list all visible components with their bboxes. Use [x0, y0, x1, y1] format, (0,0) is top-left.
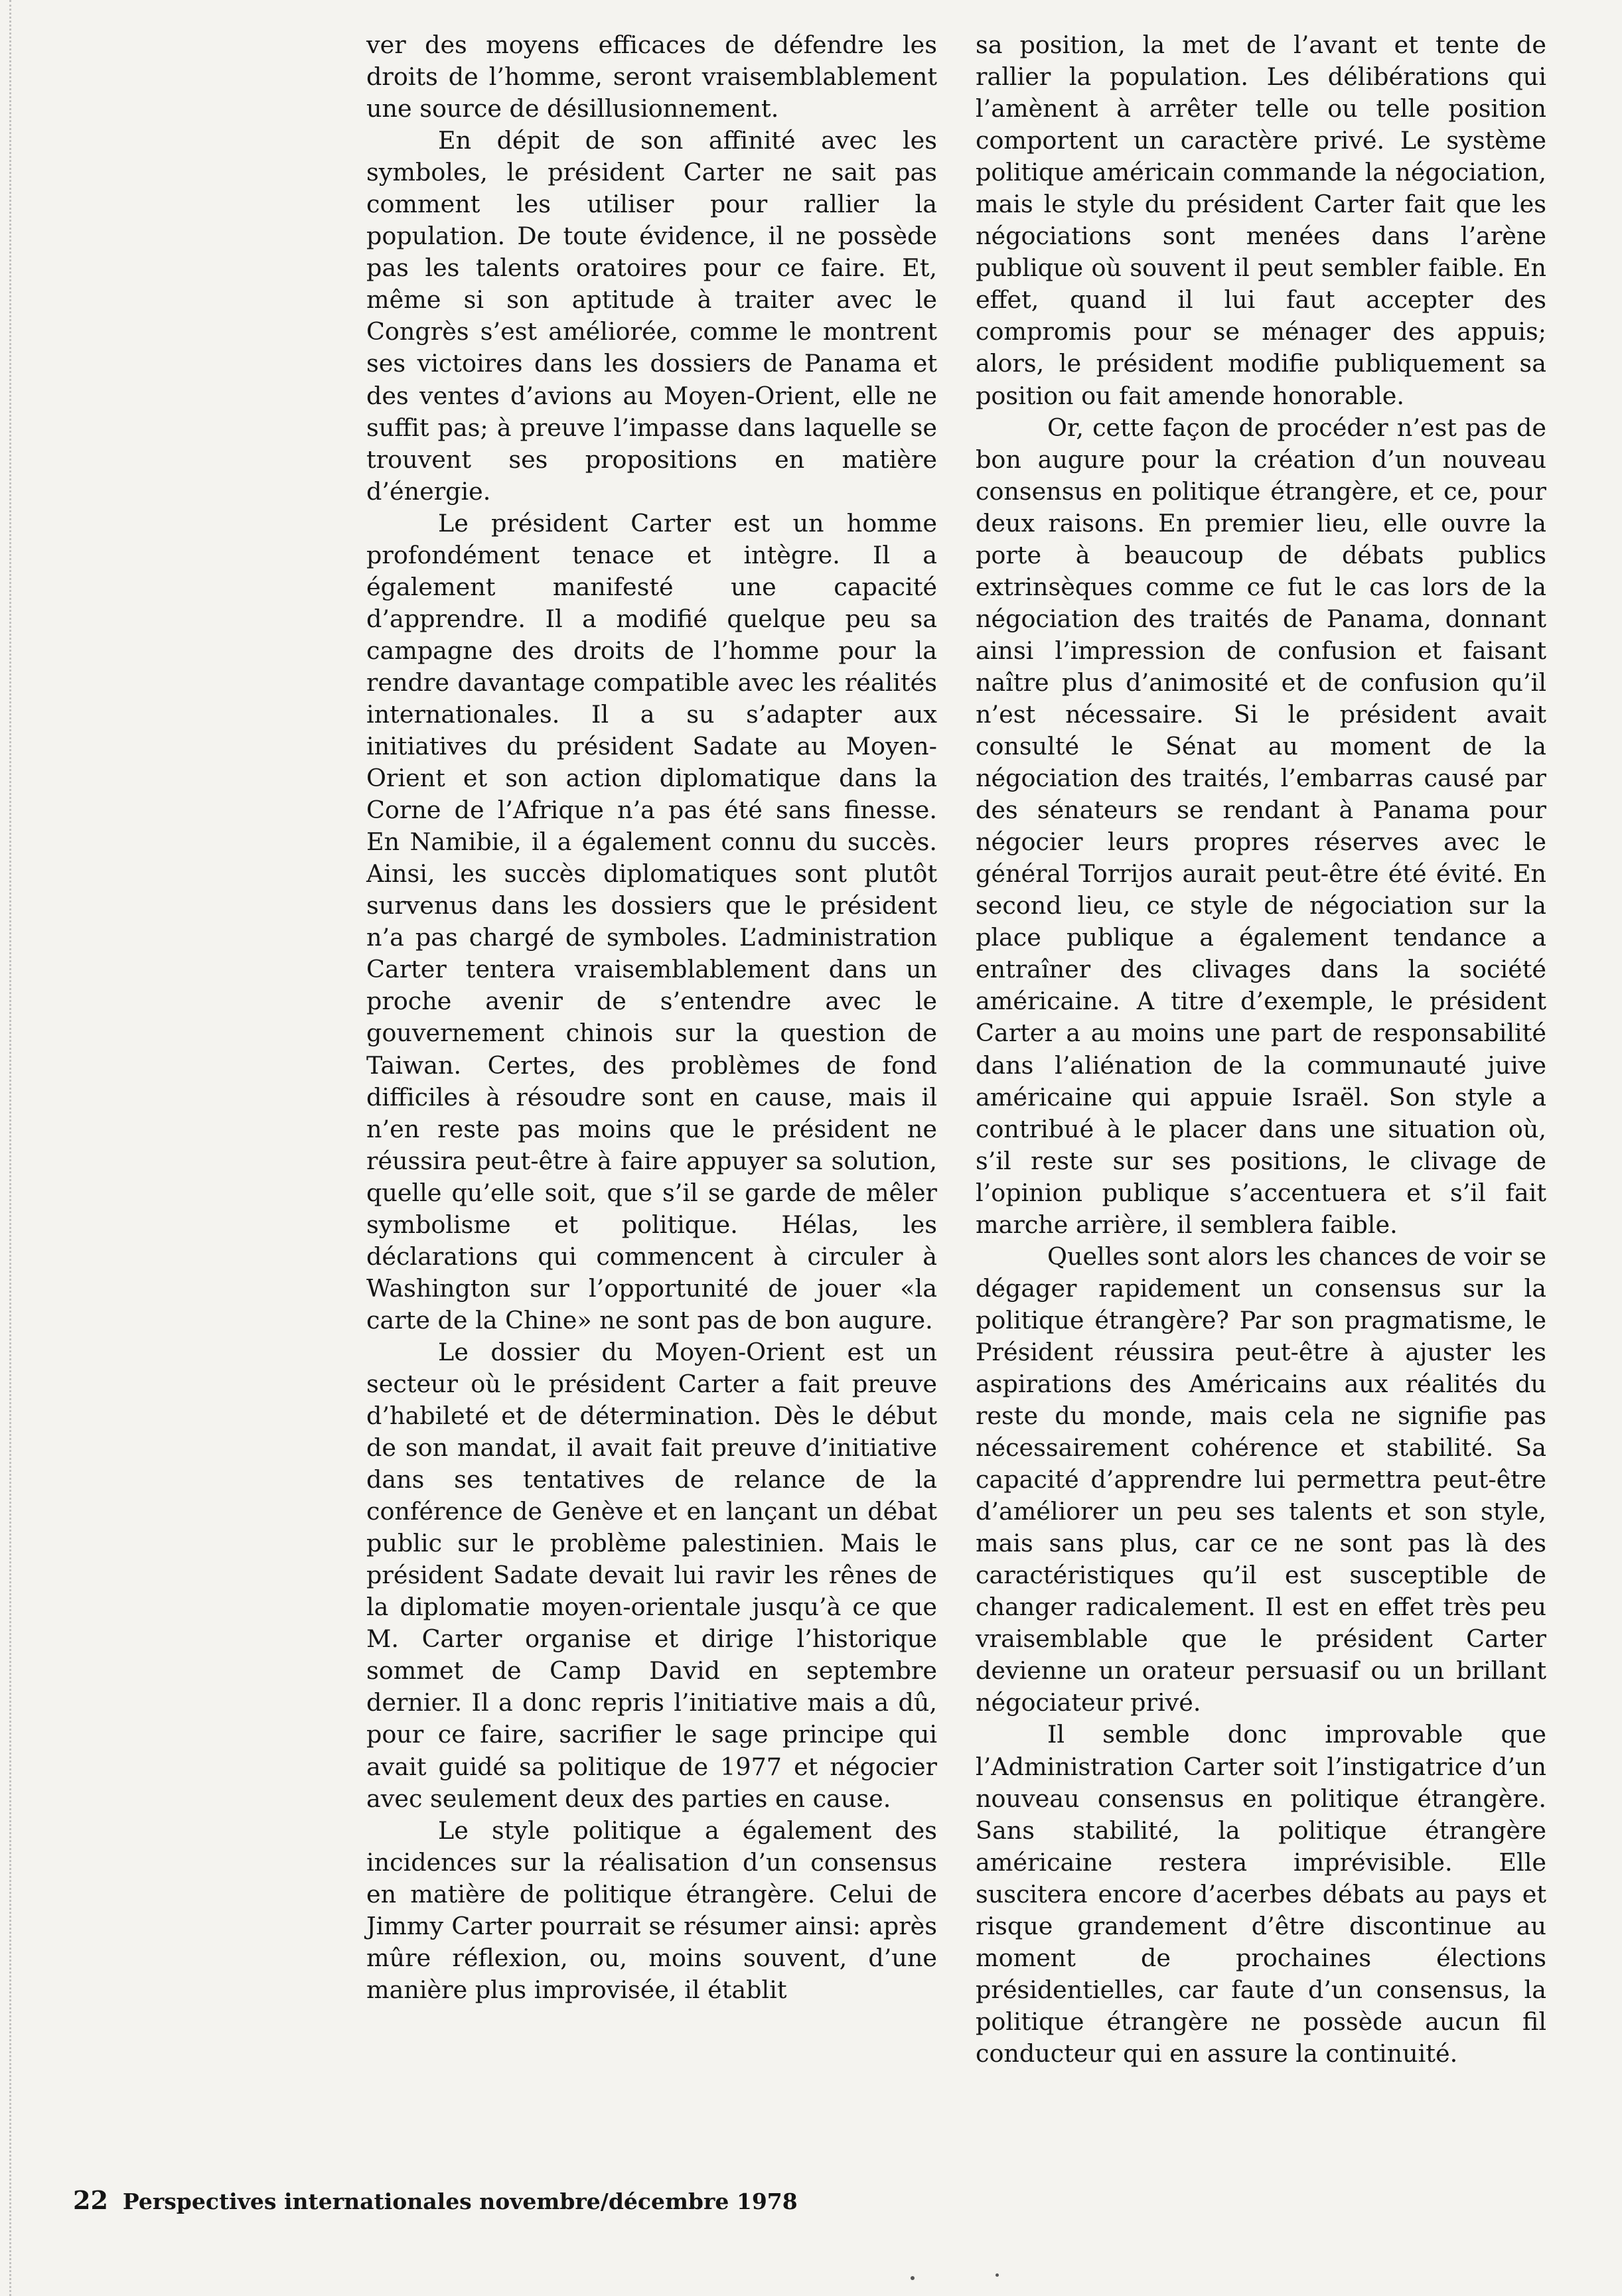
paragraph: Il semble donc improvable que l’Administration Carter soit l’instigatrice d’un nouveau consensus en politique étrangère. Sans stabilité, la politique étrangère américaine restera imprévisible. Elle suscitera encore d’acerbes débats au pays et risque grandement d’être discontinue au moment de prochaines élections présidentielles, car faute d’un consensus, la politique étrangère ne possède aucun fil conducteur qui en assure la continuité.: [976, 1720, 1546, 2068]
paragraph: Le style politique a également des incidences sur la réalisation d’un consensus en matière de politique étrangère. Celui de Jimmy Carter pourrait se résumer ainsi: après mûre réflexion, ou, moins souvent, d’une manière plus improvisée, il établit: [366, 1816, 937, 2004]
paragraph: Or, cette façon de procéder n’est pas de bon augure pour la création d’un nouveau consensus en politique étrangère, et ce, pour deux raisons. En premier lieu, elle ouvre la porte à beaucoup de débats publics extrinsèques comme ce fut le cas lors de la négociation des traités de Panama, donnant ainsi l’impression de confusion et faisant naître plus d’animosité et de confusion qu’il n’est nécessaire. Si le président avait consulté le Sénat au moment de la négociation des traités, l’embarras causé par des sénateurs se rendant à Panama pour négocier leurs propres réserves avec le général Torrijos aurait peut-être été évité. En second lieu, ce style de négociation sur la place publique a également tendance a entraîner des clivages dans la société américaine. A titre d’exemple, le président Carter a au moins une part de responsabilité dans l’aliénation de la communauté juive américaine qui appuie Israël. Son style a contribué à le placer dans une situation où, s’il reste sur ses positions, le clivage de l’opinion publique s’accentuera et s’il fait marche arrière, il semblera faible.: [976, 413, 1546, 1239]
paragraph: Le président Carter est un homme profondément tenace et intègre. Il a également manifesté une capacité d’apprendre. Il a modifié quelque peu sa campagne des droits de l’homme pour la rendre davantage compatible avec les réalités internationales. Il a su s’adapter aux initiatives du président Sadate au Moyen-Orient et son action diplomatique dans la Corne de l’Afrique n’a pas été sans finesse. En Namibie, il a également connu du succès. Ainsi, les succès diplomatiques sont plutôt survenus dans les dossiers que le président n’a pas chargé de symboles. L’administration Carter tentera vraisemblablement dans un proche avenir de s’entendre avec le gouvernement chinois sur la question de Taiwan. Certes, des problèmes de fond difficiles à résoudre sont en cause, mais il n’en reste pas moins que le président ne réussira peut-être à faire appuyer sa solution, quelle qu’elle soit, que s’il se garde de mêler symbolisme et politique. Hélas, les déclarations qui commencent à circuler à Washington sur l’opportunité de jouer «la carte de la Chine» ne sont pas de bon augure.: [366, 508, 937, 1334]
page-number: 22: [73, 2185, 108, 2215]
paragraph: En dépit de son affinité avec les symboles, le président Carter ne sait pas comment les utiliser pour rallier la population. De toute évidence, il ne possède pas les talents oratoires pour ce faire. Et, même si son aptitude à traiter avec le Congrès s’est améliorée, comme le montrent ses victoires dans les dossiers de Panama et des ventes d’avions au Moyen-Orient, elle ne suffit pas; à preuve l’impasse dans laquelle se trouvent ses propositions en matière d’énergie.: [366, 126, 937, 506]
page-footer: [73, 2187, 798, 2215]
scan-edge: [0, 0, 11, 2296]
column-left: [366, 29, 937, 2006]
paragraph: Quelles sont alors les chances de voir se dégager rapidement un consensus sur la politique étrangère? Par son pragmatisme, le Président réussira peut-être à ajuster les aspirations des Américains aux réalités du reste du monde, mais cela ne signifie pas nécessairement cohérence et stabilité. Sa capacité d’apprendre lui permettra peut-être d’améliorer un peu ses talents et son style, mais sans plus, car ce ne sont pas là des caractéristiques qu’il est susceptible de changer radicalement. Il est en effet très peu vraisemblable que le président Carter devienne un orateur persuasif ou un brillant négociateur privé.: [976, 1242, 1546, 1717]
scan-speck: [995, 2273, 999, 2277]
column-right: [976, 29, 1546, 2070]
paragraph: ver des moyens efficaces de défendre les droits de l’homme, seront vraisemblablement une source de désillusionnement.: [366, 31, 937, 123]
paragraph: sa position, la met de l’avant et tente de rallier la population. Les délibérations qui l’amènent à arrêter telle ou telle position comportent un caractère privé. Le système politique américain commande la négociation, mais le style du président Carter fait que les négociations sont menées dans l’arène publique où souvent il peut sembler faible. En effet, quand il lui faut accepter des compromis pour se ménager des appuis; alors, le président modifie publiquement sa position ou fait amende honorable.: [976, 31, 1546, 410]
publication-line: Perspectives internationales novembre/décembre 1978: [122, 2188, 798, 2214]
paragraph: Le dossier du Moyen-Orient est un secteur où le président Carter a fait preuve d’habileté et de détermination. Dès le début de son mandat, il avait fait preuve d’initiative dans ses tentatives de relance de la conférence de Genève et en lançant un débat public sur le problème palestinien. Mais le président Sadate devait lui ravir les rênes de la diplomatie moyen-orientale jusqu’à ce que M. Carter organise et dirige l’historique sommet de Camp David en septembre dernier. Il a donc repris l’initiative mais a dû, pour ce faire, sacrifier le sage principe qui avait guidé sa politique de 1977 et négocier avec seulement deux des parties en cause.: [366, 1337, 937, 1813]
scan-speck: [911, 2276, 915, 2280]
